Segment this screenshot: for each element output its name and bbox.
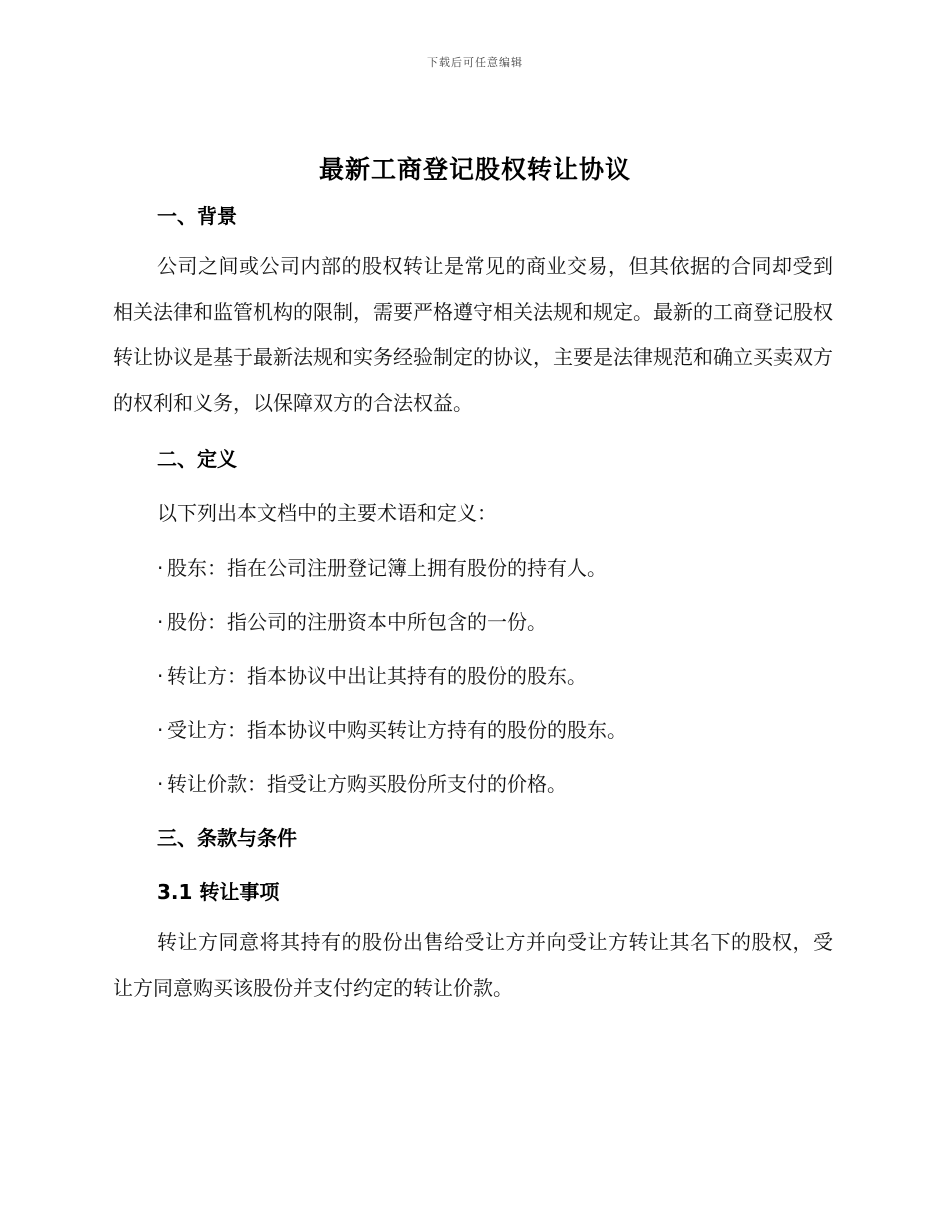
section-heading-background: 一、背景 — [157, 204, 237, 228]
background-paragraph: 公司之间或公司内部的股权转让是常见的商业交易，但其依据的合同却受到相关法律和监管机构的限制，需要严格遵守相关法规和规定。最新的工商登记股权转让协议是基于最新法规和实务经验制定的协议，主要是法律规范和确立买卖双方的权利和义务，以保障双方的合法权益。 — [113, 254, 833, 415]
section-heading-terms: 三、条款与条件 — [157, 826, 297, 850]
definition-text: 转让方：指本协议中出让其持有的股份的股东。 — [167, 664, 587, 688]
bullet-marker: · — [157, 772, 164, 796]
definition-text: 转让价款：指受让方购买股份所支付的价格。 — [167, 772, 567, 796]
bullet-marker: · — [157, 718, 164, 742]
definition-text: 股份：指公司的注册资本中所包含的一份。 — [167, 610, 547, 634]
document-title: 最新工商登记股权转让协议 — [318, 155, 631, 184]
definition-text: 股东：指在公司注册登记簿上拥有股份的持有人。 — [167, 556, 607, 580]
section-heading-definitions: 二、定义 — [157, 447, 237, 471]
bullet-marker: · — [157, 664, 164, 688]
definition-item — [157, 606, 547, 635]
bullet-marker: · — [157, 610, 164, 634]
definition-item — [157, 660, 587, 689]
subsection-heading-transfer: 3.1 转让事项 — [157, 880, 280, 904]
terms-paragraph: 转让方同意将其持有的股份出售给受让方并向受让方转让其名下的股权，受让方同意购买该股份并支付约定的转让价款。 — [113, 930, 833, 1000]
definition-item — [157, 768, 567, 797]
definitions-intro: 以下列出本文档中的主要术语和定义： — [157, 501, 497, 525]
header-note: 下载后可任意编辑 — [427, 56, 523, 69]
definition-text: 受让方：指本协议中购买转让方持有的股份的股东。 — [167, 718, 627, 742]
bullet-marker: · — [157, 556, 164, 580]
definition-item — [157, 552, 607, 581]
definition-item — [157, 714, 627, 743]
